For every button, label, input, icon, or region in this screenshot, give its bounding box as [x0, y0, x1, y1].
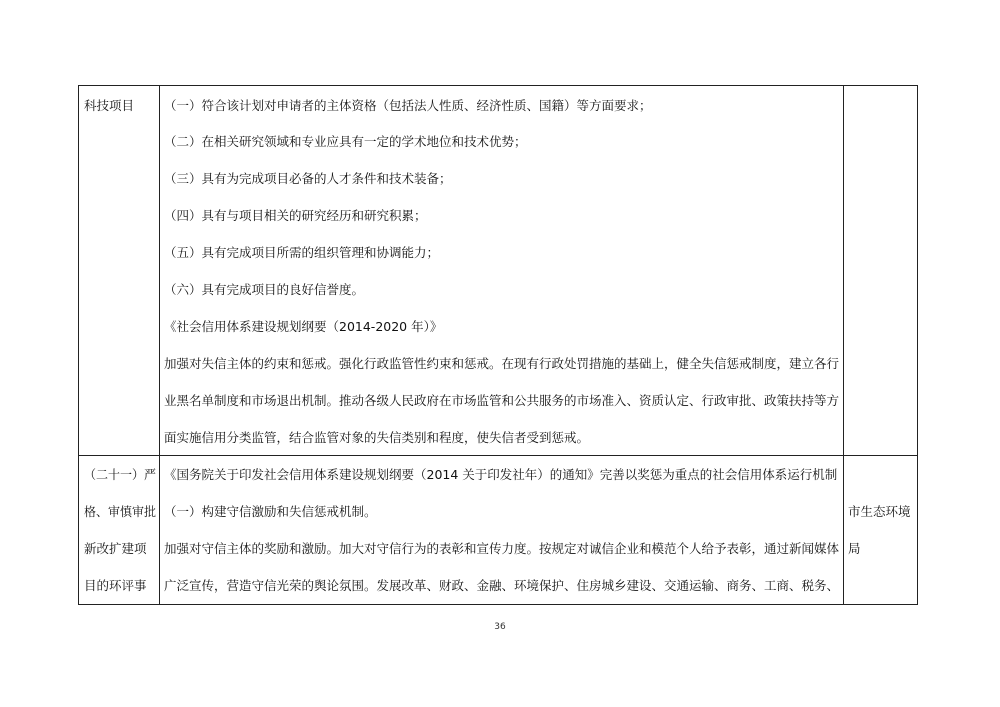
column-divider-1 — [159, 85, 160, 605]
table-border-bottom — [78, 604, 918, 605]
row1-line: （三）具有为完成项目必备的人才条件和技术装备； — [164, 171, 452, 186]
row1-line: （五）具有完成项目所需的组织管理和协调能力； — [164, 245, 440, 260]
row2-line: 《国务院关于印发社会信用体系建设规划纲要（2014 关于印发社年）的通知》完善以奖惩为重点的社会信用体系运行机制 — [164, 467, 838, 482]
row2-line: 广泛宣传，营造守信光荣的舆论氛围。发展改革、财政、金融、环境保护、住房城乡建设、交通运输、商务、工商、税务、 — [164, 578, 840, 593]
row2-line: （一）构建守信激励和失信惩戒机制。 — [164, 504, 377, 519]
table-border-right — [917, 85, 918, 605]
row1-line: （一）符合该计划对申请者的主体资格（包括法人性质、经济性质、国籍）等方面要求； — [164, 98, 652, 113]
column-divider-2 — [843, 85, 844, 605]
row1-line: 面实施信用分类监管，结合监管对象的失信类别和程度，使失信者受到惩戒。 — [164, 430, 590, 445]
row1-line: 《社会信用体系建设规划纲要（2014-2020 年）》 — [164, 319, 443, 334]
row2-department-line: 局 — [848, 541, 861, 556]
row1-line: （二）在相关研究领域和专业应具有一定的学术地位和技术优势； — [164, 134, 527, 149]
row-divider — [78, 455, 918, 456]
row1-line: （六）具有完成项目的良好信誉度。 — [164, 282, 365, 297]
table-border-top — [78, 85, 918, 86]
row1-line: （四）具有与项目相关的研究经历和研究积累； — [164, 208, 427, 223]
table-border-left — [78, 85, 79, 605]
row2-line: 加强对守信主体的奖励和激励。加大对守信行为的表彰和宣传力度。按规定对诚信企业和模范个人给予表彰，通过新闻媒体 — [164, 541, 840, 556]
row1-category: 科技项目 — [84, 98, 135, 113]
row2-category-line: 目的环评事 — [84, 578, 147, 593]
row1-line: 业黑名单制度和市场退出机制。推动各级人民政府在市场监管和公共服务的市场准入、资质认定、行政审批、政策扶持等方 — [164, 393, 840, 408]
row2-category-line: （二十一）严 — [84, 467, 157, 482]
row2-category-line: 新改扩建项 — [84, 541, 147, 556]
row2-category-line: 格、审慎审批 — [84, 504, 157, 519]
page-number: 36 — [494, 622, 506, 632]
row2-department-line: 市生态环境 — [848, 504, 911, 519]
row1-line: 加强对失信主体的约束和惩戒。强化行政监管性约束和惩戒。在现有行政处罚措施的基础上，健全失信惩戒制度，建立各行 — [164, 356, 840, 371]
